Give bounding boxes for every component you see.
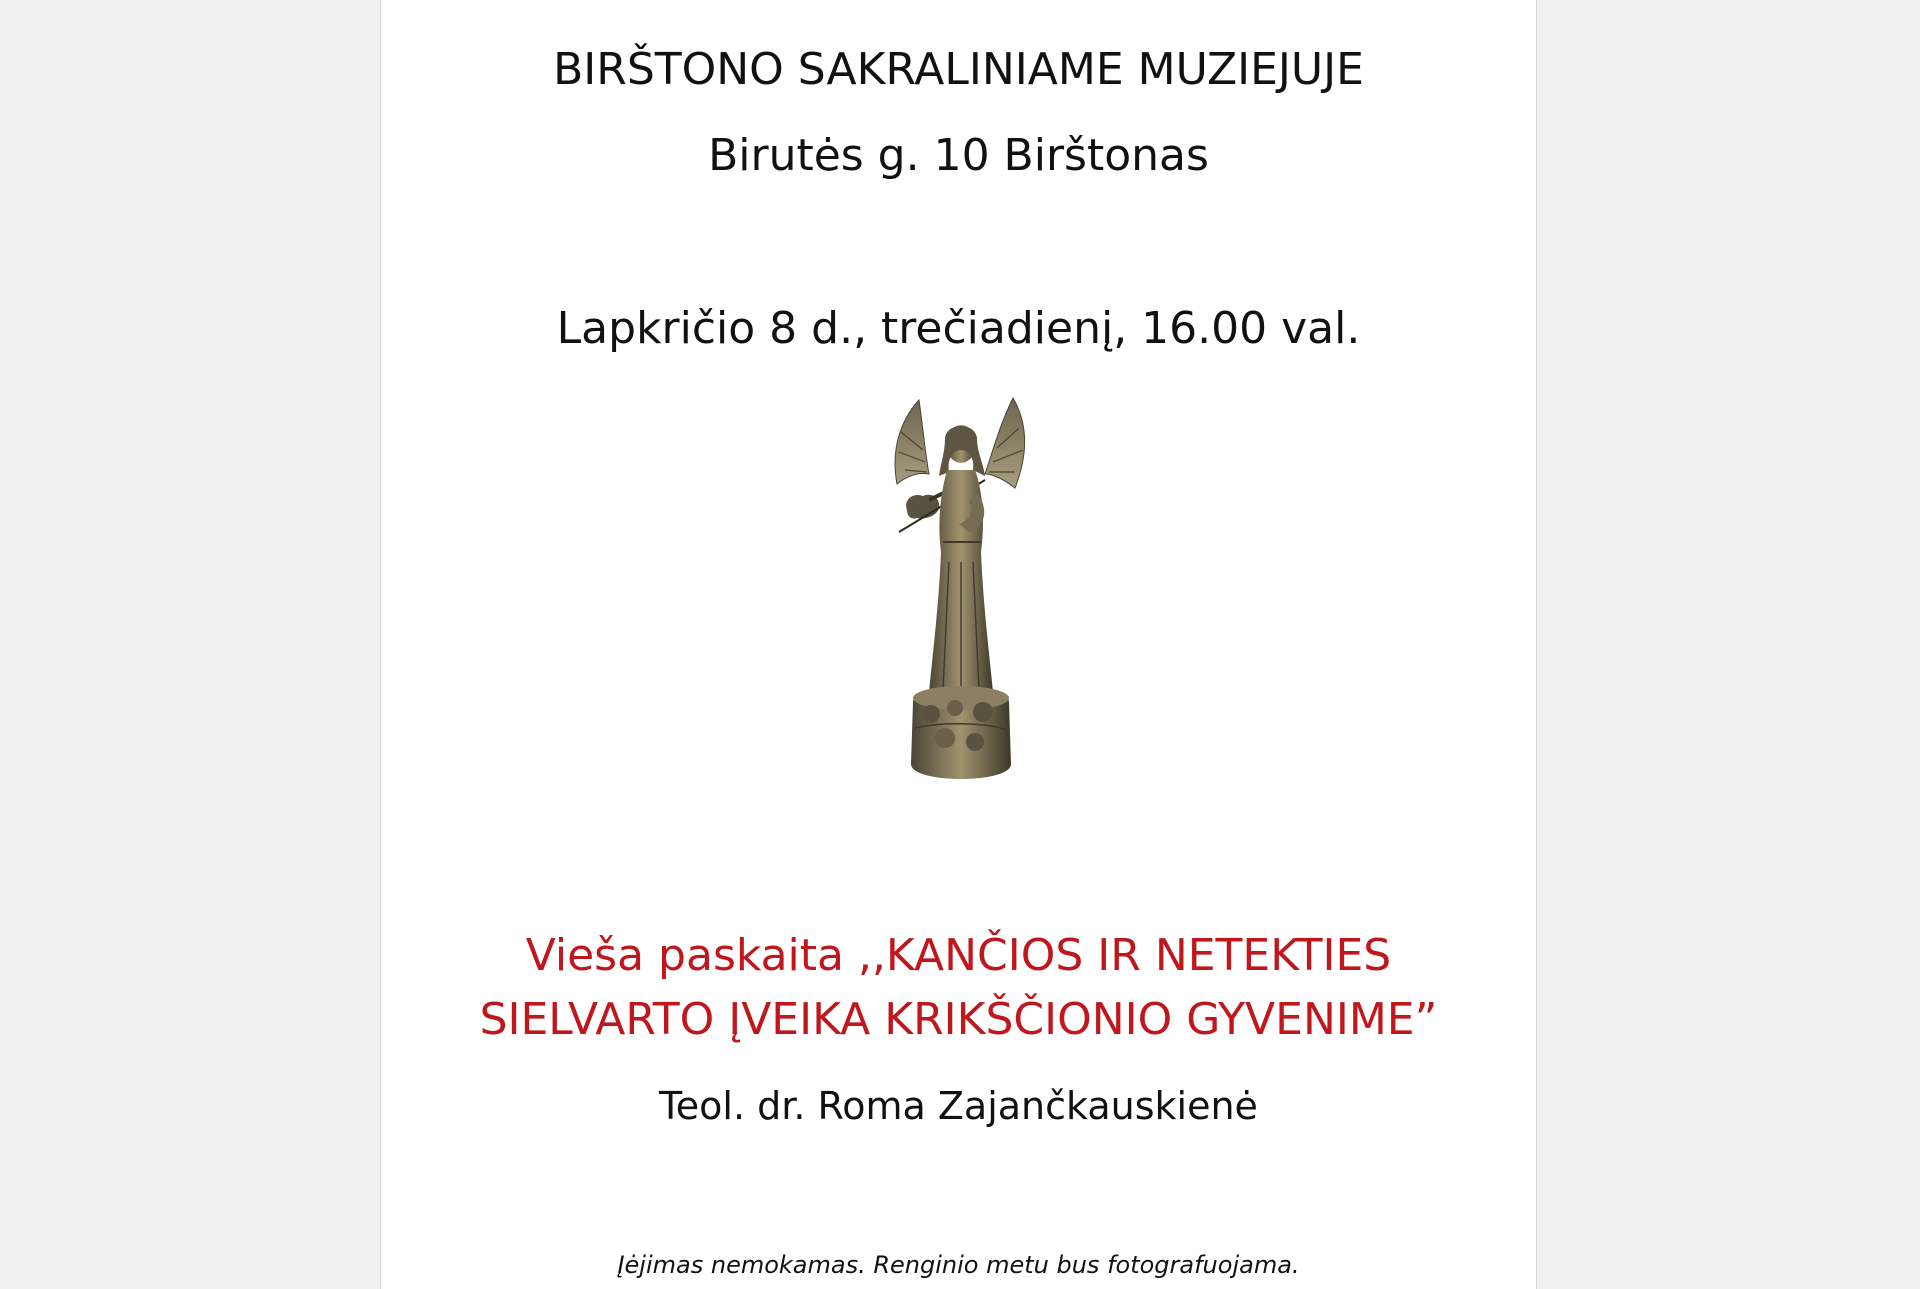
- event-date-time: Lapkričio 8 d., trečiadienį, 16.00 val.: [556, 303, 1361, 354]
- document-page: [380, 0, 1537, 1289]
- lecture-title-line-1: Vieša paskaita ,,KANČIOS IR NETEKTIES: [525, 930, 1392, 981]
- museum-address: Birutės g. 10 Birštonas: [708, 130, 1209, 181]
- angel-with-violin-statue-icon: [889, 392, 1033, 792]
- lecture-title-line-2: SIELVARTO ĮVEIKA KRIKŠČIONIO GYVENIME”: [479, 994, 1438, 1045]
- museum-name: BIRŠTONO SAKRALINIAME MUZIEJUJE: [553, 44, 1364, 95]
- admission-note: Įėjimas nemokamas. Renginio metu bus fotografuojama.: [617, 1251, 1300, 1279]
- lecture-title: [381, 924, 1536, 1052]
- speaker-name: Teol. dr. Roma Zajančkauskienė: [659, 1084, 1258, 1128]
